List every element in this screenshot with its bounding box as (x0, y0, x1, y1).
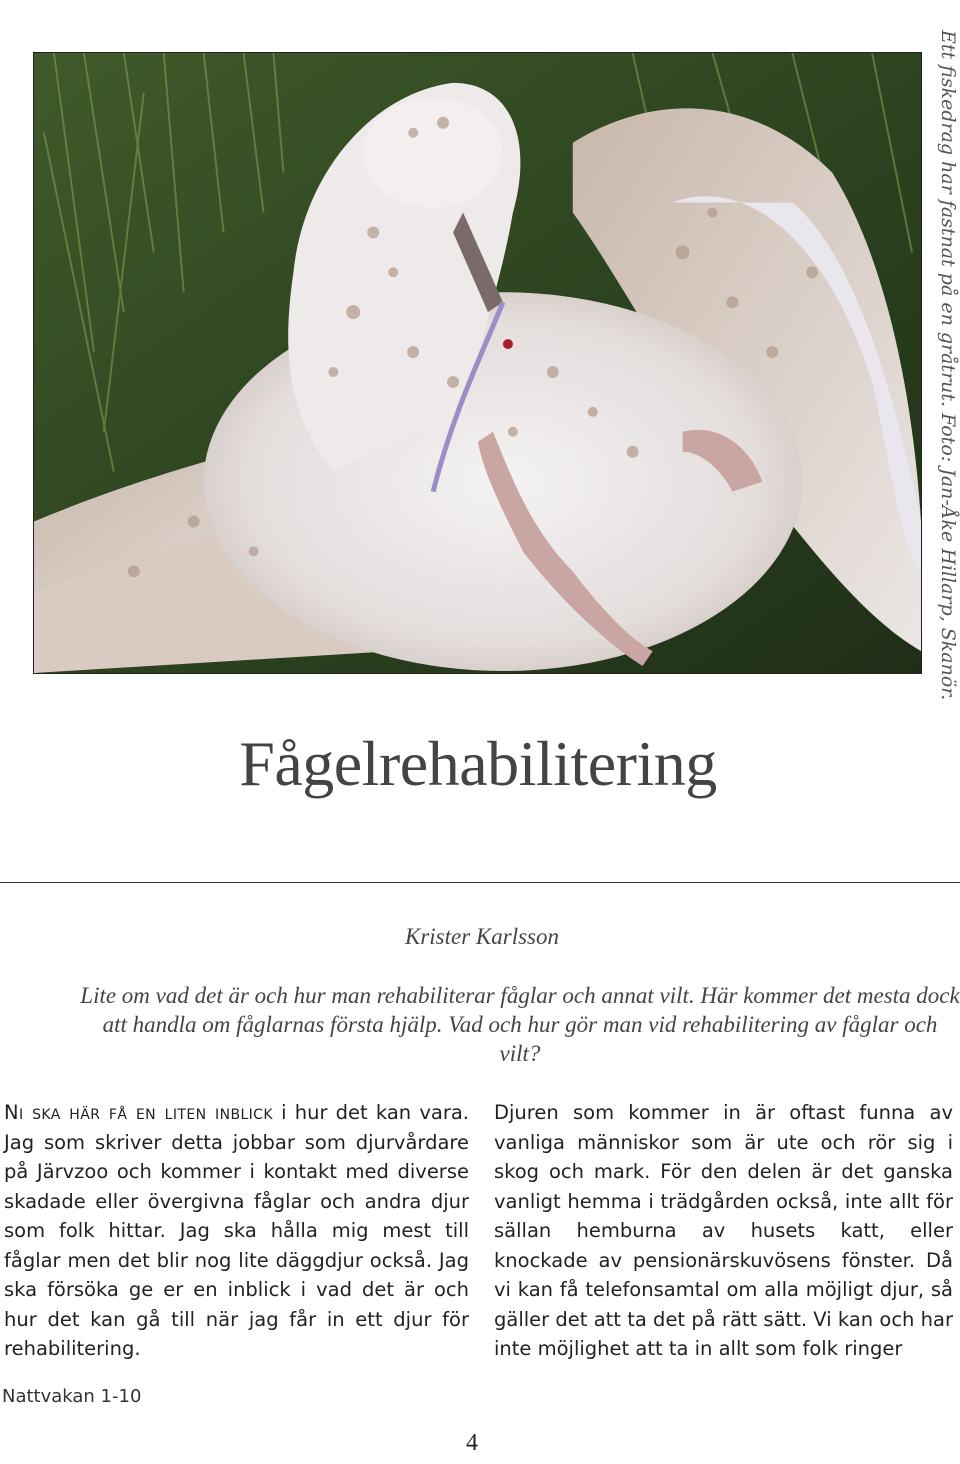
article-title (0, 726, 960, 802)
article-author (0, 924, 960, 950)
article-lead: Lite om vad det är och hur man rehabiliterar fåglar och annat vilt. Här kommer det mesta dock att handla om fåglarnas första hjälp. Vad och hur gör man vid rehabilitering av fåglar och vilt? (80, 983, 960, 1066)
page-number: 4 (466, 1430, 478, 1456)
publication-name: Nattvakan 1-10 (2, 1386, 142, 1407)
title-divider (0, 882, 960, 883)
body-column-right: Djuren som kommer in är oftast funna av vanliga människor som är ute och rör sig i skog och mark. För den delen är det ganska vanligt hemma i trädgården också, inte allt för sällan hemburna av husets katt, eller knockade av pensionärskuvösens fönster. Då vi kan få telefonsamtal om alla möjligt djur, så gäller det att ta det på rätt sätt. Vi kan och har inte möjlighet att ta in allt som folk ringer (494, 1101, 953, 1360)
photo-caption: Ett fiskedrag har fastnat på en gråtrut. Foto: Jan-Åke Hillarp, Skanör. (937, 30, 959, 701)
opening-smallcaps: Ni ska här få en liten inblick (4, 1101, 273, 1124)
author-name: Krister Karlsson (404, 924, 559, 949)
gull-with-fishing-lure-illustration (34, 53, 921, 673)
body-column-left (4, 1098, 469, 1364)
body-left-text: i hur det kan vara. Jag som skriver detta jobbar som djurvårdare på Järvzoo och kommer i kontakt med diverse skadade eller övergivna fåglar och andra djur som folk hittar. Jag ska hålla mig mest till fåglar men det blir nog lite däggdjur också. Jag ska försöka ge er en inblick i vad det är och hur det kan gå till när jag får in ett djur för rehabilitering. (4, 1101, 469, 1360)
article-title-text: Fågelrehabilitering (239, 728, 717, 799)
article-photo-gull (33, 52, 922, 674)
